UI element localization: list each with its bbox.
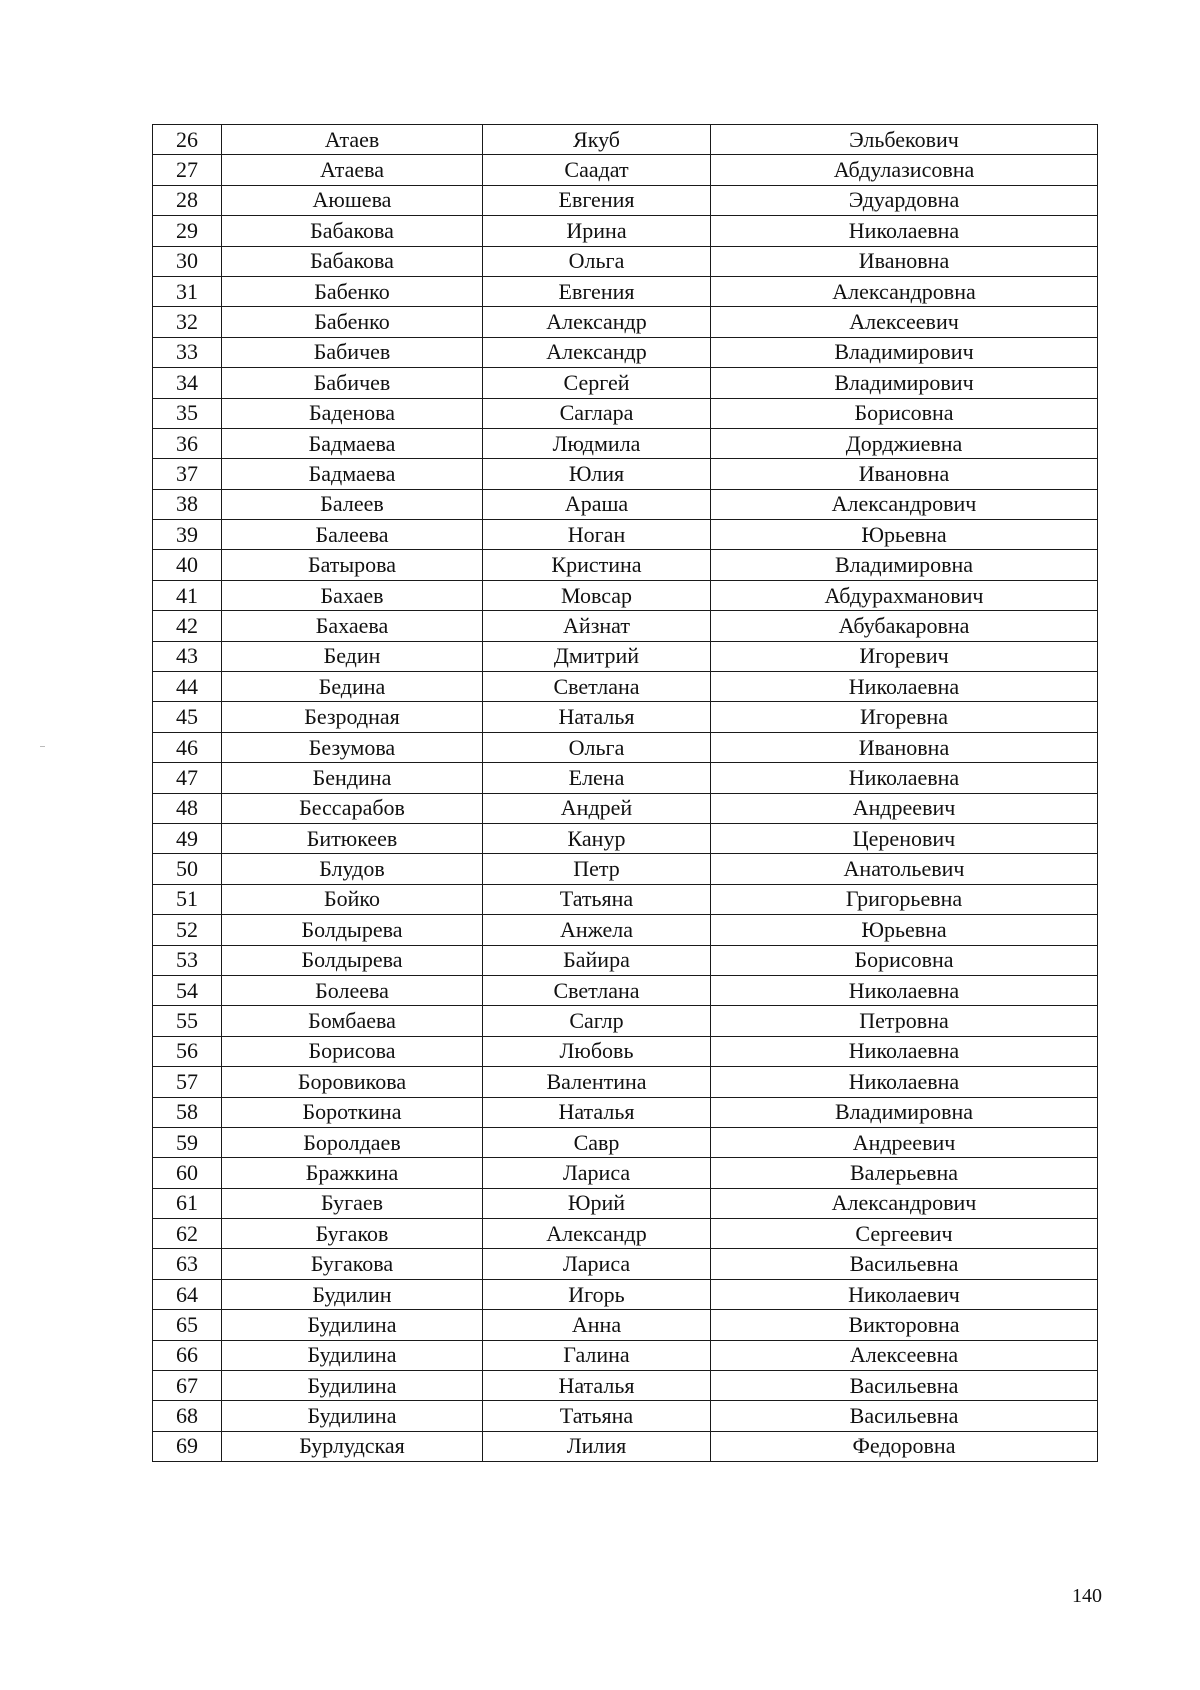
last-name-cell: Битюкеев [222, 823, 483, 853]
patronymic-cell: Анатольевич [711, 854, 1098, 884]
row-number-cell: 57 [153, 1067, 222, 1097]
last-name-cell: Бороткина [222, 1097, 483, 1127]
first-name-cell: Мовсар [483, 580, 711, 610]
first-name-cell: Лариса [483, 1158, 711, 1188]
row-number-cell: 62 [153, 1219, 222, 1249]
last-name-cell: Балеев [222, 489, 483, 519]
first-name-cell: Светлана [483, 975, 711, 1005]
patronymic-cell: Николаевна [711, 1067, 1098, 1097]
row-number-cell: 45 [153, 702, 222, 732]
first-name-cell: Петр [483, 854, 711, 884]
first-name-cell: Александр [483, 1219, 711, 1249]
first-name-cell: Ноган [483, 520, 711, 550]
patronymic-cell: Владимирович [711, 368, 1098, 398]
roster-table-body [153, 125, 1098, 1462]
patronymic-cell: Николаевич [711, 1279, 1098, 1309]
last-name-cell: Бражкина [222, 1158, 483, 1188]
table-row [153, 489, 1098, 519]
patronymic-cell: Игоревич [711, 641, 1098, 671]
last-name-cell: Бедин [222, 641, 483, 671]
row-number-cell: 29 [153, 216, 222, 246]
first-name-cell: Евгения [483, 276, 711, 306]
patronymic-cell: Юрьевна [711, 915, 1098, 945]
table-row [153, 428, 1098, 458]
last-name-cell: Бабакова [222, 246, 483, 276]
table-row [153, 337, 1098, 367]
patronymic-cell: Церенович [711, 823, 1098, 853]
table-row [153, 1036, 1098, 1066]
last-name-cell: Будилина [222, 1340, 483, 1370]
last-name-cell: Бессарабов [222, 793, 483, 823]
row-number-cell: 37 [153, 459, 222, 489]
table-row [153, 1310, 1098, 1340]
table-row [153, 1340, 1098, 1370]
patronymic-cell: Ивановна [711, 246, 1098, 276]
last-name-cell: Бедина [222, 672, 483, 702]
patronymic-cell: Андреевич [711, 1127, 1098, 1157]
patronymic-cell: Александрович [711, 1188, 1098, 1218]
last-name-cell: Бабичев [222, 368, 483, 398]
patronymic-cell: Васильевна [711, 1371, 1098, 1401]
table-row [153, 276, 1098, 306]
first-name-cell: Юрий [483, 1188, 711, 1218]
last-name-cell: Безумова [222, 732, 483, 762]
patronymic-cell: Федоровна [711, 1431, 1098, 1461]
last-name-cell: Балеева [222, 520, 483, 550]
row-number-cell: 31 [153, 276, 222, 306]
patronymic-cell: Ивановна [711, 732, 1098, 762]
table-row [153, 884, 1098, 914]
last-name-cell: Бахаева [222, 611, 483, 641]
first-name-cell: Саадат [483, 155, 711, 185]
page-number: 140 [1072, 1585, 1102, 1607]
first-name-cell: Айзнат [483, 611, 711, 641]
row-number-cell: 38 [153, 489, 222, 519]
table-row [153, 763, 1098, 793]
table-row [153, 611, 1098, 641]
last-name-cell: Батырова [222, 550, 483, 580]
first-name-cell: Савр [483, 1127, 711, 1157]
roster-table [152, 124, 1098, 1462]
table-row [153, 398, 1098, 428]
last-name-cell: Бадмаева [222, 459, 483, 489]
first-name-cell: Лилия [483, 1431, 711, 1461]
row-number-cell: 41 [153, 580, 222, 610]
table-row [153, 672, 1098, 702]
patronymic-cell: Владимировна [711, 1097, 1098, 1127]
patronymic-cell: Васильевна [711, 1249, 1098, 1279]
first-name-cell: Татьяна [483, 1401, 711, 1431]
first-name-cell: Любовь [483, 1036, 711, 1066]
first-name-cell: Байира [483, 945, 711, 975]
first-name-cell: Евгения [483, 185, 711, 215]
row-number-cell: 61 [153, 1188, 222, 1218]
first-name-cell: Лариса [483, 1249, 711, 1279]
last-name-cell: Бендина [222, 763, 483, 793]
first-name-cell: Светлана [483, 672, 711, 702]
last-name-cell: Бугакова [222, 1249, 483, 1279]
row-number-cell: 67 [153, 1371, 222, 1401]
margin-mark [40, 746, 45, 747]
table-row [153, 915, 1098, 945]
patronymic-cell: Николаевна [711, 763, 1098, 793]
table-row [153, 1249, 1098, 1279]
row-number-cell: 48 [153, 793, 222, 823]
row-number-cell: 47 [153, 763, 222, 793]
first-name-cell: Александр [483, 337, 711, 367]
row-number-cell: 30 [153, 246, 222, 276]
row-number-cell: 58 [153, 1097, 222, 1127]
row-number-cell: 40 [153, 550, 222, 580]
table-row [153, 125, 1098, 155]
last-name-cell: Баденова [222, 398, 483, 428]
last-name-cell: Бойко [222, 884, 483, 914]
patronymic-cell: Алексеевич [711, 307, 1098, 337]
row-number-cell: 32 [153, 307, 222, 337]
patronymic-cell: Викторовна [711, 1310, 1098, 1340]
table-row [153, 641, 1098, 671]
first-name-cell: Сергей [483, 368, 711, 398]
table-row [153, 459, 1098, 489]
table-row [153, 975, 1098, 1005]
row-number-cell: 54 [153, 975, 222, 1005]
table-row [153, 216, 1098, 246]
last-name-cell: Боролдаев [222, 1127, 483, 1157]
last-name-cell: Бурлудская [222, 1431, 483, 1461]
patronymic-cell: Николаевна [711, 1036, 1098, 1066]
row-number-cell: 46 [153, 732, 222, 762]
patronymic-cell: Алексеевна [711, 1340, 1098, 1370]
row-number-cell: 43 [153, 641, 222, 671]
first-name-cell: Саглр [483, 1006, 711, 1036]
patronymic-cell: Сергеевич [711, 1219, 1098, 1249]
last-name-cell: Бадмаева [222, 428, 483, 458]
table-row [153, 580, 1098, 610]
row-number-cell: 59 [153, 1127, 222, 1157]
patronymic-cell: Борисовна [711, 945, 1098, 975]
patronymic-cell: Эдуардовна [711, 185, 1098, 215]
row-number-cell: 64 [153, 1279, 222, 1309]
last-name-cell: Будилина [222, 1401, 483, 1431]
last-name-cell: Бабенко [222, 307, 483, 337]
table-row [153, 945, 1098, 975]
last-name-cell: Бабакова [222, 216, 483, 246]
first-name-cell: Андрей [483, 793, 711, 823]
row-number-cell: 65 [153, 1310, 222, 1340]
first-name-cell: Галина [483, 1340, 711, 1370]
row-number-cell: 39 [153, 520, 222, 550]
row-number-cell: 66 [153, 1340, 222, 1370]
patronymic-cell: Александрович [711, 489, 1098, 519]
patronymic-cell: Владимировна [711, 550, 1098, 580]
row-number-cell: 56 [153, 1036, 222, 1066]
table-row [153, 1006, 1098, 1036]
row-number-cell: 44 [153, 672, 222, 702]
table-row [153, 307, 1098, 337]
first-name-cell: Саглара [483, 398, 711, 428]
patronymic-cell: Борисовна [711, 398, 1098, 428]
first-name-cell: Араша [483, 489, 711, 519]
last-name-cell: Борисова [222, 1036, 483, 1066]
table-row [153, 1401, 1098, 1431]
first-name-cell: Юлия [483, 459, 711, 489]
last-name-cell: Болдырева [222, 945, 483, 975]
patronymic-cell: Эльбекович [711, 125, 1098, 155]
row-number-cell: 49 [153, 823, 222, 853]
table-row [153, 155, 1098, 185]
first-name-cell: Елена [483, 763, 711, 793]
table-row [153, 1431, 1098, 1461]
patronymic-cell: Васильевна [711, 1401, 1098, 1431]
last-name-cell: Будилин [222, 1279, 483, 1309]
last-name-cell: Бугаков [222, 1219, 483, 1249]
row-number-cell: 60 [153, 1158, 222, 1188]
table-row [153, 1067, 1098, 1097]
row-number-cell: 50 [153, 854, 222, 884]
first-name-cell: Людмила [483, 428, 711, 458]
table-row [153, 732, 1098, 762]
patronymic-cell: Юрьевна [711, 520, 1098, 550]
table-row [153, 550, 1098, 580]
patronymic-cell: Николаевна [711, 672, 1098, 702]
last-name-cell: Болдырева [222, 915, 483, 945]
table-row [153, 702, 1098, 732]
first-name-cell: Наталья [483, 702, 711, 732]
patronymic-cell: Андреевич [711, 793, 1098, 823]
table-row [153, 1279, 1098, 1309]
first-name-cell: Наталья [483, 1371, 711, 1401]
last-name-cell: Будилина [222, 1371, 483, 1401]
first-name-cell: Анна [483, 1310, 711, 1340]
table-row [153, 1158, 1098, 1188]
first-name-cell: Кристина [483, 550, 711, 580]
patronymic-cell: Игоревна [711, 702, 1098, 732]
first-name-cell: Ирина [483, 216, 711, 246]
last-name-cell: Болеева [222, 975, 483, 1005]
table-row [153, 854, 1098, 884]
patronymic-cell: Николаевна [711, 216, 1098, 246]
patronymic-cell: Григорьевна [711, 884, 1098, 914]
patronymic-cell: Владимирович [711, 337, 1098, 367]
table-row [153, 246, 1098, 276]
first-name-cell: Дмитрий [483, 641, 711, 671]
first-name-cell: Ольга [483, 246, 711, 276]
patronymic-cell: Абдулазисовна [711, 155, 1098, 185]
row-number-cell: 52 [153, 915, 222, 945]
last-name-cell: Атаев [222, 125, 483, 155]
table-row [153, 368, 1098, 398]
row-number-cell: 55 [153, 1006, 222, 1036]
last-name-cell: Блудов [222, 854, 483, 884]
table-row [153, 1127, 1098, 1157]
row-number-cell: 34 [153, 368, 222, 398]
last-name-cell: Бугаев [222, 1188, 483, 1218]
row-number-cell: 35 [153, 398, 222, 428]
table-row [153, 1097, 1098, 1127]
row-number-cell: 26 [153, 125, 222, 155]
row-number-cell: 69 [153, 1431, 222, 1461]
first-name-cell: Якуб [483, 125, 711, 155]
last-name-cell: Аюшева [222, 185, 483, 215]
last-name-cell: Бабенко [222, 276, 483, 306]
first-name-cell: Канур [483, 823, 711, 853]
row-number-cell: 28 [153, 185, 222, 215]
last-name-cell: Бабичев [222, 337, 483, 367]
row-number-cell: 68 [153, 1401, 222, 1431]
last-name-cell: Боровикова [222, 1067, 483, 1097]
first-name-cell: Ольга [483, 732, 711, 762]
last-name-cell: Будилина [222, 1310, 483, 1340]
patronymic-cell: Абдурахманович [711, 580, 1098, 610]
first-name-cell: Татьяна [483, 884, 711, 914]
patronymic-cell: Николаевна [711, 975, 1098, 1005]
row-number-cell: 33 [153, 337, 222, 367]
table-row [153, 823, 1098, 853]
row-number-cell: 27 [153, 155, 222, 185]
first-name-cell: Игорь [483, 1279, 711, 1309]
first-name-cell: Александр [483, 307, 711, 337]
table-row [153, 185, 1098, 215]
first-name-cell: Валентина [483, 1067, 711, 1097]
last-name-cell: Безродная [222, 702, 483, 732]
table-row [153, 1188, 1098, 1218]
table-row [153, 793, 1098, 823]
row-number-cell: 53 [153, 945, 222, 975]
last-name-cell: Бомбаева [222, 1006, 483, 1036]
row-number-cell: 36 [153, 428, 222, 458]
row-number-cell: 42 [153, 611, 222, 641]
row-number-cell: 63 [153, 1249, 222, 1279]
table-row [153, 520, 1098, 550]
patronymic-cell: Валерьевна [711, 1158, 1098, 1188]
last-name-cell: Атаева [222, 155, 483, 185]
first-name-cell: Анжела [483, 915, 711, 945]
table-row [153, 1219, 1098, 1249]
patronymic-cell: Александровна [711, 276, 1098, 306]
patronymic-cell: Ивановна [711, 459, 1098, 489]
row-number-cell: 51 [153, 884, 222, 914]
patronymic-cell: Абубакаровна [711, 611, 1098, 641]
table-row [153, 1371, 1098, 1401]
patronymic-cell: Дорджиевна [711, 428, 1098, 458]
last-name-cell: Бахаев [222, 580, 483, 610]
first-name-cell: Наталья [483, 1097, 711, 1127]
patronymic-cell: Петровна [711, 1006, 1098, 1036]
